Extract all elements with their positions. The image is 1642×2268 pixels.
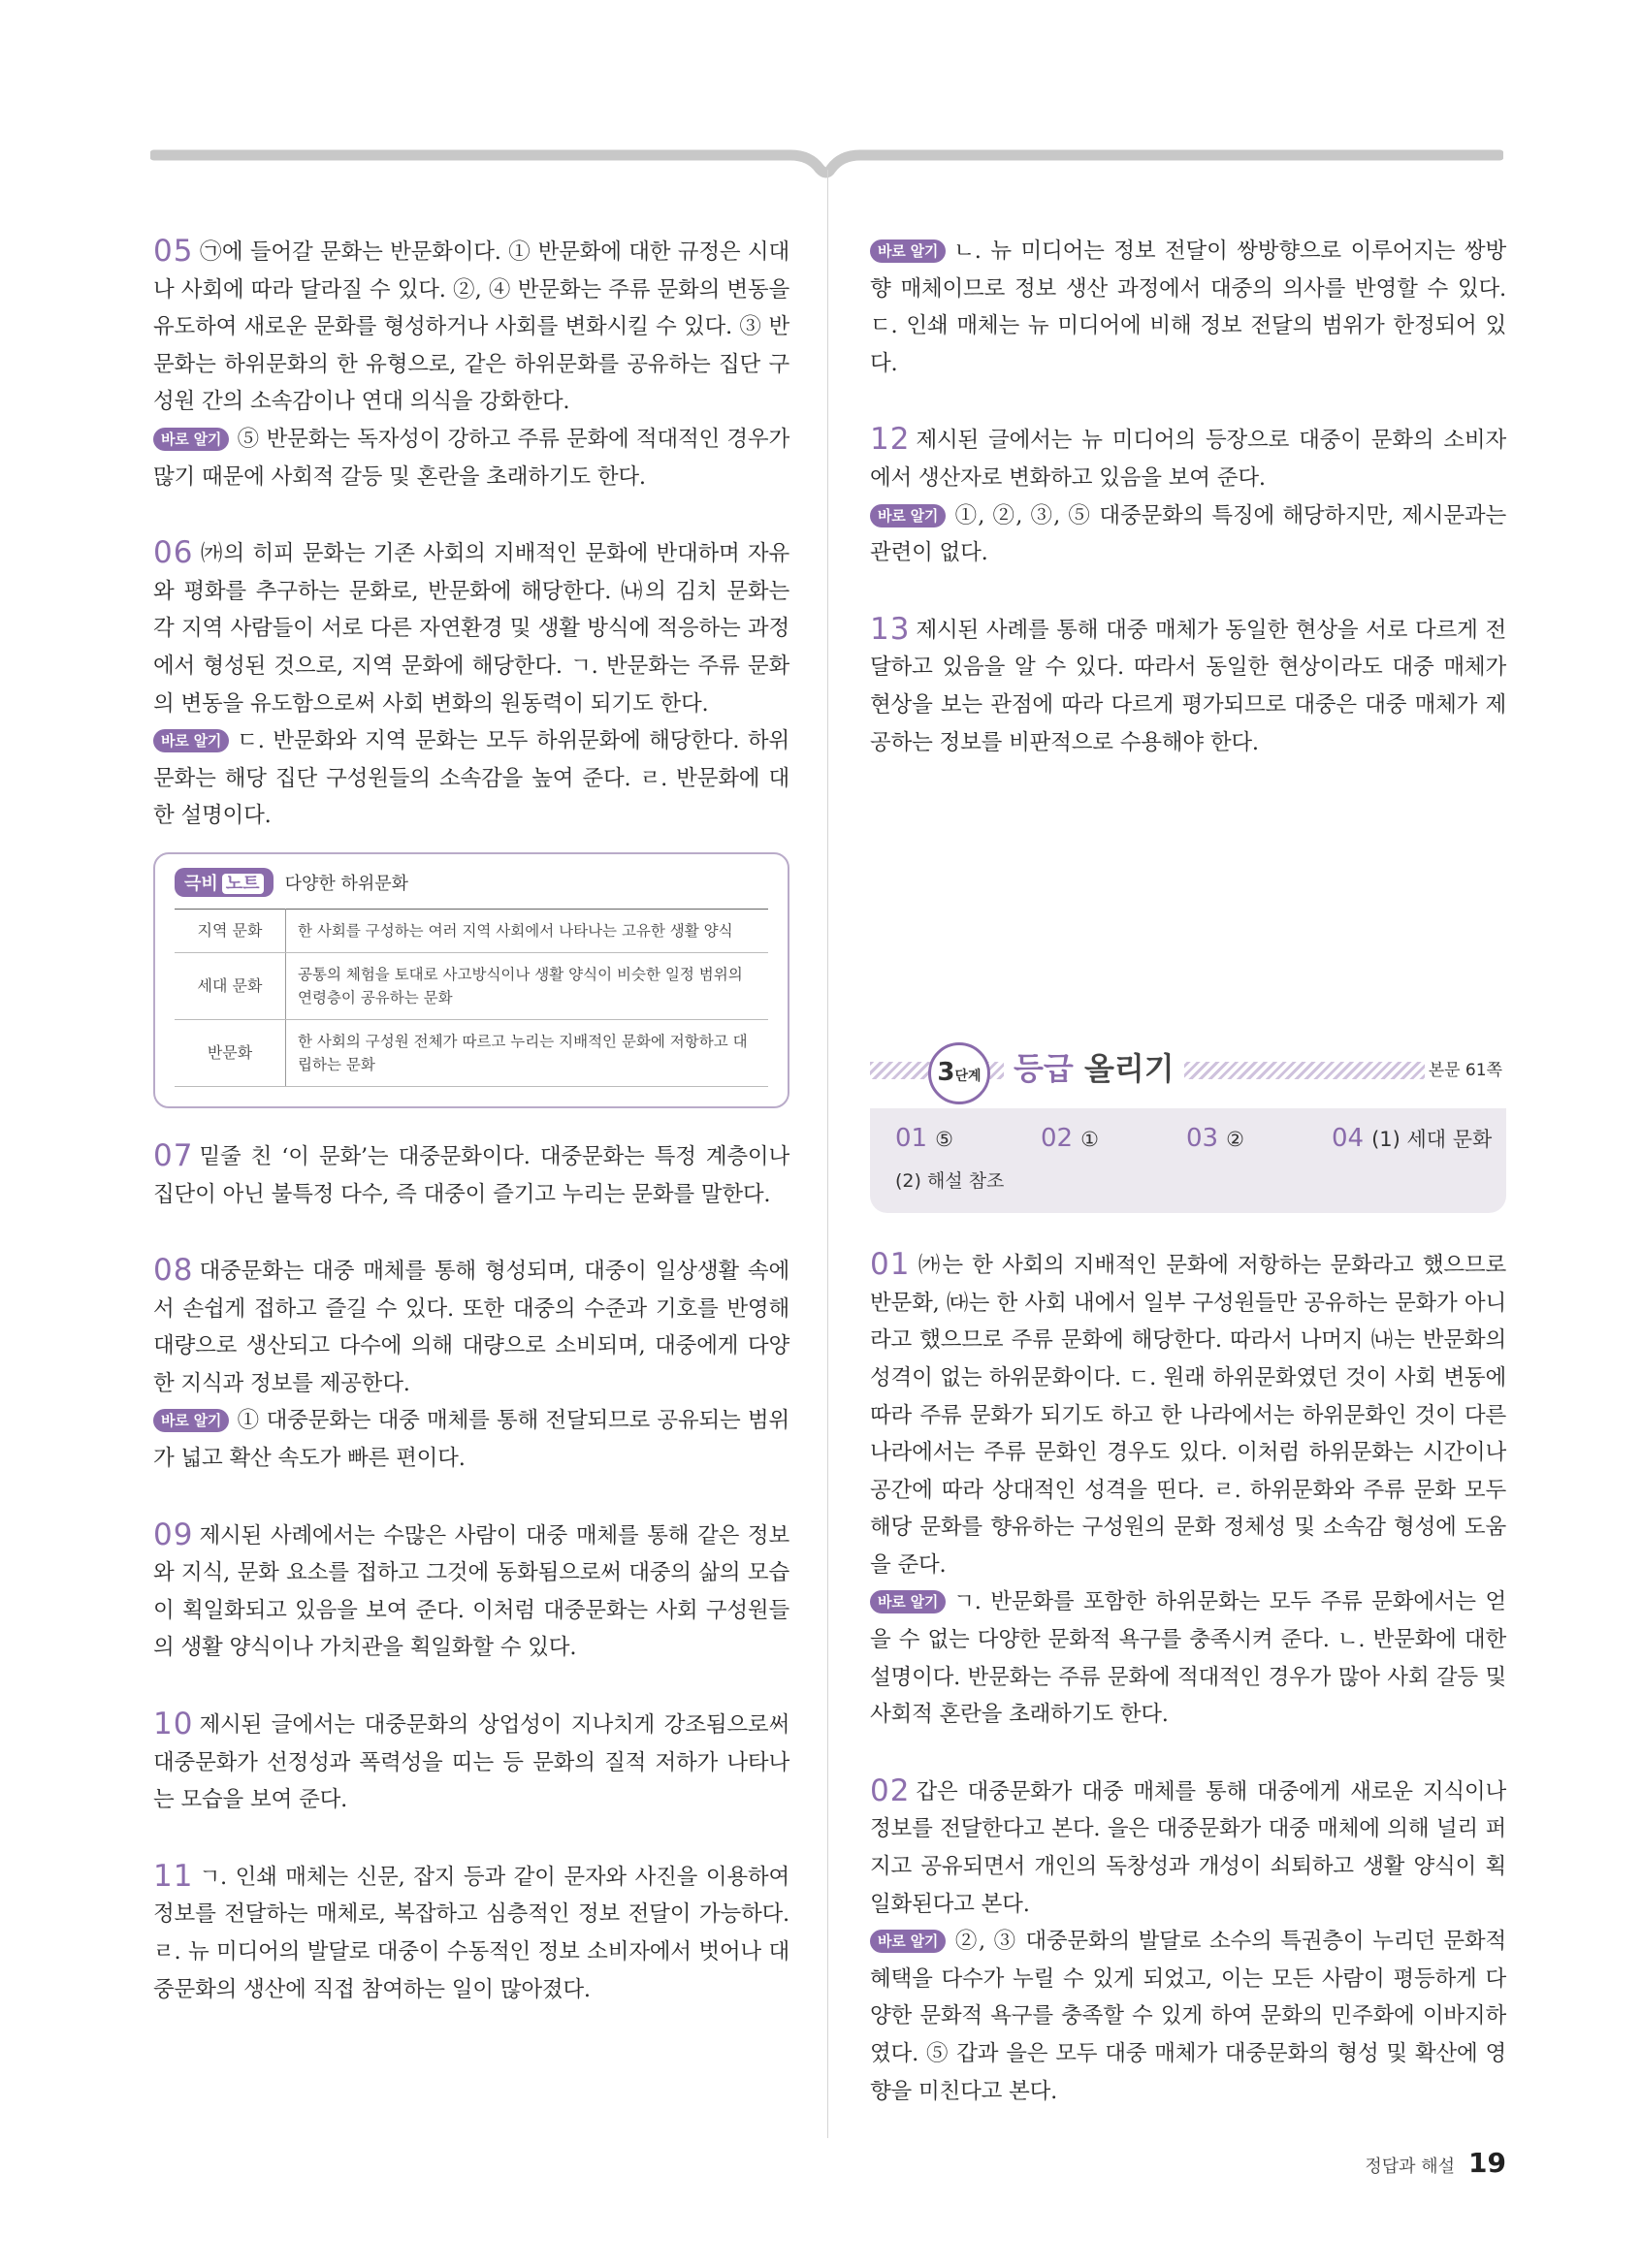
explanation-text: 대중문화는 대중 매체를 통해 형성되며, 대중이 일상생활 속에서 손쉽게 접하고 즐길 수 있다. 또한 대중의 수준과 기호를 반영해 대량으로 생산되고 다수에 의해 대량으로 소비되며, 대중에게 다양한 지식과 정보를 제공한다. bbox=[153, 1259, 789, 1396]
question-number: 11 bbox=[153, 1858, 194, 1894]
table-row bbox=[175, 909, 768, 952]
stage-number-badge: 3단계 bbox=[928, 1042, 990, 1104]
answer-key-box bbox=[870, 1108, 1506, 1213]
table-row bbox=[175, 952, 768, 1019]
answer-item-12 bbox=[870, 421, 1506, 571]
top-divider-bar bbox=[150, 147, 1503, 161]
explanation-text: ㈎의 히피 문화는 기존 사회의 지배적인 문화에 반대하며 자유와 평화를 추구하는 문화로, 반문화에 해당한다. ㈏의 김치 문화는 각 지역 사람들이 서로 다른 자연환경 및 생활 방식에 적응하는 과정에서 형성된 것으로, 지역 문화에 해당한다. ㄱ. 반문화는 주류 문화의 변동을 유도함으로써 사회 변화의 원동력이 되기도 한다. bbox=[153, 541, 789, 717]
correction-tag: 바로 알기 bbox=[153, 1409, 229, 1432]
footer-label: 정답과 해설 bbox=[1365, 2156, 1456, 2177]
question-number: 01 bbox=[870, 1247, 911, 1283]
correction-text: ①, ②, ③, ⑤ 대중문화의 특징에 해당하지만, 제시문과는 관련이 없다. bbox=[870, 502, 1506, 566]
answer-item-05 bbox=[153, 233, 789, 495]
explanation-text: 밑줄 친 ‘이 문화’는 대중문화이다. 대중문화는 특정 계층이나 집단이 아닌 불특정 다수, 즉 대중이 즐기고 누리는 문화를 말한다. bbox=[153, 1143, 789, 1207]
table-row-head: 세대 문화 bbox=[175, 952, 286, 1019]
correction-tag: 바로 알기 bbox=[870, 1930, 946, 1953]
note-badge: 극비 노트 bbox=[175, 868, 274, 897]
page-number: 19 bbox=[1468, 2147, 1506, 2179]
answer-item-11-continued bbox=[870, 233, 1506, 382]
explanation-text: 제시된 사례에서는 수많은 사람이 대중 매체를 통해 같은 정보와 지식, 문화 요소를 접하고 그것에 동화됨으로써 대중의 삶의 모습이 획일화되고 있음을 보여 준다. 이처럼 대중문화는 사회 구성원들의 생활 양식이나 가치관을 획일화할 수 있다. bbox=[153, 1522, 789, 1661]
question-number: 05 bbox=[153, 234, 194, 269]
question-number: 07 bbox=[153, 1137, 194, 1173]
question-number: 10 bbox=[153, 1707, 194, 1742]
table-row-desc: 공통의 체험을 토대로 사고방식이나 생활 양식이 비슷한 일정 범위의 연령층이 공유하는 문화 bbox=[286, 952, 769, 1019]
correction-tag: 바로 알기 bbox=[153, 428, 229, 451]
table-row-head: 반문화 bbox=[175, 1019, 286, 1086]
book-icon: 노트 bbox=[222, 874, 264, 894]
correction-tag: 바로 알기 bbox=[153, 729, 229, 752]
answer-key-item: 02 ① bbox=[1041, 1124, 1099, 1154]
question-number: 12 bbox=[870, 422, 911, 458]
question-number: 13 bbox=[870, 611, 911, 647]
explanation-text: ㉠에 들어갈 문화는 반문화이다. ① 반문화에 대한 규정은 시대나 사회에 따라 달라질 수 있다. ②, ④ 반문화는 주류 문화의 변동을 유도하여 새로운 문화를 형성하거나 사회를 변화시킬 수 있다. ③ 반문화는 하위문화의 한 유형으로, 같은 하위문화를 공유하는 집단 구성원 간의 소속감이나 연대 의식을 강화한다. bbox=[153, 240, 789, 415]
answer-item-10 bbox=[153, 1706, 789, 1819]
answer-item-11 bbox=[153, 1858, 789, 2008]
table-row-desc: 한 사회의 구성원 전체가 따르고 누리는 지배적인 문화에 저항하고 대립하는 문화 bbox=[286, 1019, 769, 1086]
explanation-text: 제시된 글에서는 뉴 미디어의 등장으로 대중이 문화의 소비자에서 생산자로 변화하고 있음을 보여 준다. bbox=[870, 428, 1506, 491]
left-column bbox=[153, 233, 789, 2008]
answer-item-09 bbox=[153, 1517, 789, 1667]
question-number: 09 bbox=[153, 1517, 194, 1552]
question-number: 08 bbox=[153, 1253, 194, 1289]
right-column bbox=[870, 233, 1506, 2110]
stage-banner bbox=[870, 1042, 1506, 1101]
table-row-desc: 한 사회를 구성하는 여러 지역 사회에서 나타나는 고유한 생활 양식 bbox=[286, 909, 769, 952]
correction-text: ㄴ. 뉴 미디어는 정보 전달이 쌍방향으로 이루어지는 쌍방향 매체이므로 정보 생산 과정에서 대중의 의사를 반영할 수 있다. ㄷ. 인쇄 매체는 뉴 미디어에 비해 정보 전달의 범위가 한정되어 있다. bbox=[870, 239, 1506, 376]
explanation-text: ㈎는 한 사회의 지배적인 문화에 저항하는 문화라고 했으므로 반문화, ㈐는 한 사회 내에서 일부 구성원들만 공유하는 문화가 아니라고 했으므로 주류 문화에 해당한다. 따라서 나머지 ㈏는 반문화의 성격이 없는 하위문화이다. ㄷ. 원래 하위문화였던 것이 사회 변동에 따라 주류 문화가 되기도 하고 한 나라에서는 하위문화인 것이 다른 나라에서는 주류 문화인 경우도 있다. 이처럼 하위문화는 시간이나 공간에 따라 상대적인 성격을 띤다. ㄹ. 하위문화와 주류 문화 모두 해당 문화를 향유하는 구성원의 문화 정체성 및 소속감 형성에 도움을 준다. bbox=[870, 1253, 1506, 1578]
correction-text: ㄷ. 반문화와 지역 문화는 모두 하위문화에 해당한다. 하위문화는 해당 집단 구성원들의 소속감을 높여 준다. ㄹ. 반문화에 대한 설명이다. bbox=[153, 728, 789, 829]
answer-item-07 bbox=[153, 1137, 789, 1213]
question-number: 06 bbox=[153, 535, 194, 571]
page-reference: 본문 61쪽 bbox=[1425, 1056, 1506, 1080]
note-title: 다양한 하위문화 bbox=[284, 873, 408, 894]
explanation-text: 갑은 대중문화가 대중 매체를 통해 대중에게 새로운 지식이나 정보를 전달한다고 본다. 을은 대중문화가 대중 매체에 의해 널리 퍼지고 공유되면서 개인의 독창성과 개성이 쇠퇴하고 생활 양식이 획일화된다고 본다. bbox=[870, 1778, 1506, 1917]
answer-key-extra: (2) 해설 참조 bbox=[895, 1170, 1005, 1193]
table-row-head: 지역 문화 bbox=[175, 909, 286, 952]
answer-item-13 bbox=[870, 611, 1506, 761]
correction-text: ㄱ. 반문화를 포함한 하위문화는 모두 주류 문화에서는 얻을 수 없는 다양한 문화적 욕구를 충족시켜 준다. ㄴ. 반문화에 대한 설명이다. 반문화는 주류 문화에 적대적인 경우가 많아 사회 갈등 및 사회적 혼란을 초래하기도 한다. bbox=[870, 1589, 1506, 1728]
correction-text: ① 대중문화는 대중 매체를 통해 전달되므로 공유되는 범위가 넓고 확산 속도가 빠른 편이다. bbox=[153, 1408, 789, 1472]
correction-text: ⑤ 반문화는 독자성이 강하고 주류 문화에 적대적인 경우가 많기 때문에 사회적 갈등 및 혼란을 초래하기도 한다. bbox=[153, 426, 789, 490]
explanation-text: ㄱ. 인쇄 매체는 신문, 잡지 등과 같이 문자와 사진을 이용하여 정보를 전달하는 매체로, 복잡하고 심층적인 정보 전달이 가능하다. ㄹ. 뉴 미디어의 발달로 대중이 수동적인 정보 소비자에서 벗어나 대중문화의 생산에 직접 참여하는 일이 많아졌다. bbox=[153, 1864, 789, 2002]
stage-title: 등급 올리기 bbox=[1004, 1044, 1184, 1089]
correction-tag: 바로 알기 bbox=[870, 504, 946, 527]
correction-tag: 바로 알기 bbox=[870, 1590, 946, 1613]
subculture-table bbox=[175, 909, 768, 1087]
answer-item-06 bbox=[153, 534, 789, 835]
correction-text: ②, ③ 대중문화의 발달로 소수의 특권층이 누리던 문화적 혜택을 다수가 누릴 수 있게 되었고, 이는 모든 사람이 평등하게 다양한 문화적 욕구를 충족할 수 있게 하여 문화의 민주화에 이바지하였다. ⑤ 갑과 을은 모두 대중 매체가 대중문화의 형성 및 확산에 영향을 미친다고 본다. bbox=[870, 1929, 1506, 2104]
answer-item-step3-01 bbox=[870, 1246, 1506, 1734]
table-row bbox=[175, 1019, 768, 1086]
explanation-text: 제시된 글에서는 대중문화의 상업성이 지나치게 강조됨으로써 대중문화가 선정성과 폭력성을 띠는 등 문화의 질적 저하가 나타나는 모습을 보여 준다. bbox=[153, 1712, 789, 1813]
page-footer bbox=[1365, 2147, 1506, 2179]
answer-key-item: 03 ② bbox=[1186, 1124, 1244, 1154]
correction-tag: 바로 알기 bbox=[870, 240, 946, 263]
answer-key-item: 01 ⑤ bbox=[895, 1124, 953, 1154]
note-box bbox=[153, 852, 789, 1108]
explanation-text: 제시된 사례를 통해 대중 매체가 동일한 현상을 서로 다르게 전달하고 있음을 알 수 있다. 따라서 동일한 현상이라도 대중 매체가 현상을 보는 관점에 따라 다르게 평가되므로 대중은 대중 매체가 제공하는 정보를 비판적으로 수용해야 한다. bbox=[870, 617, 1506, 755]
column-divider bbox=[827, 170, 828, 2138]
answer-item-step3-02 bbox=[870, 1773, 1506, 2110]
answer-key-item: 04 (1) 세대 문화 bbox=[1332, 1124, 1493, 1154]
answer-item-08 bbox=[153, 1252, 789, 1478]
question-number: 02 bbox=[870, 1773, 911, 1808]
